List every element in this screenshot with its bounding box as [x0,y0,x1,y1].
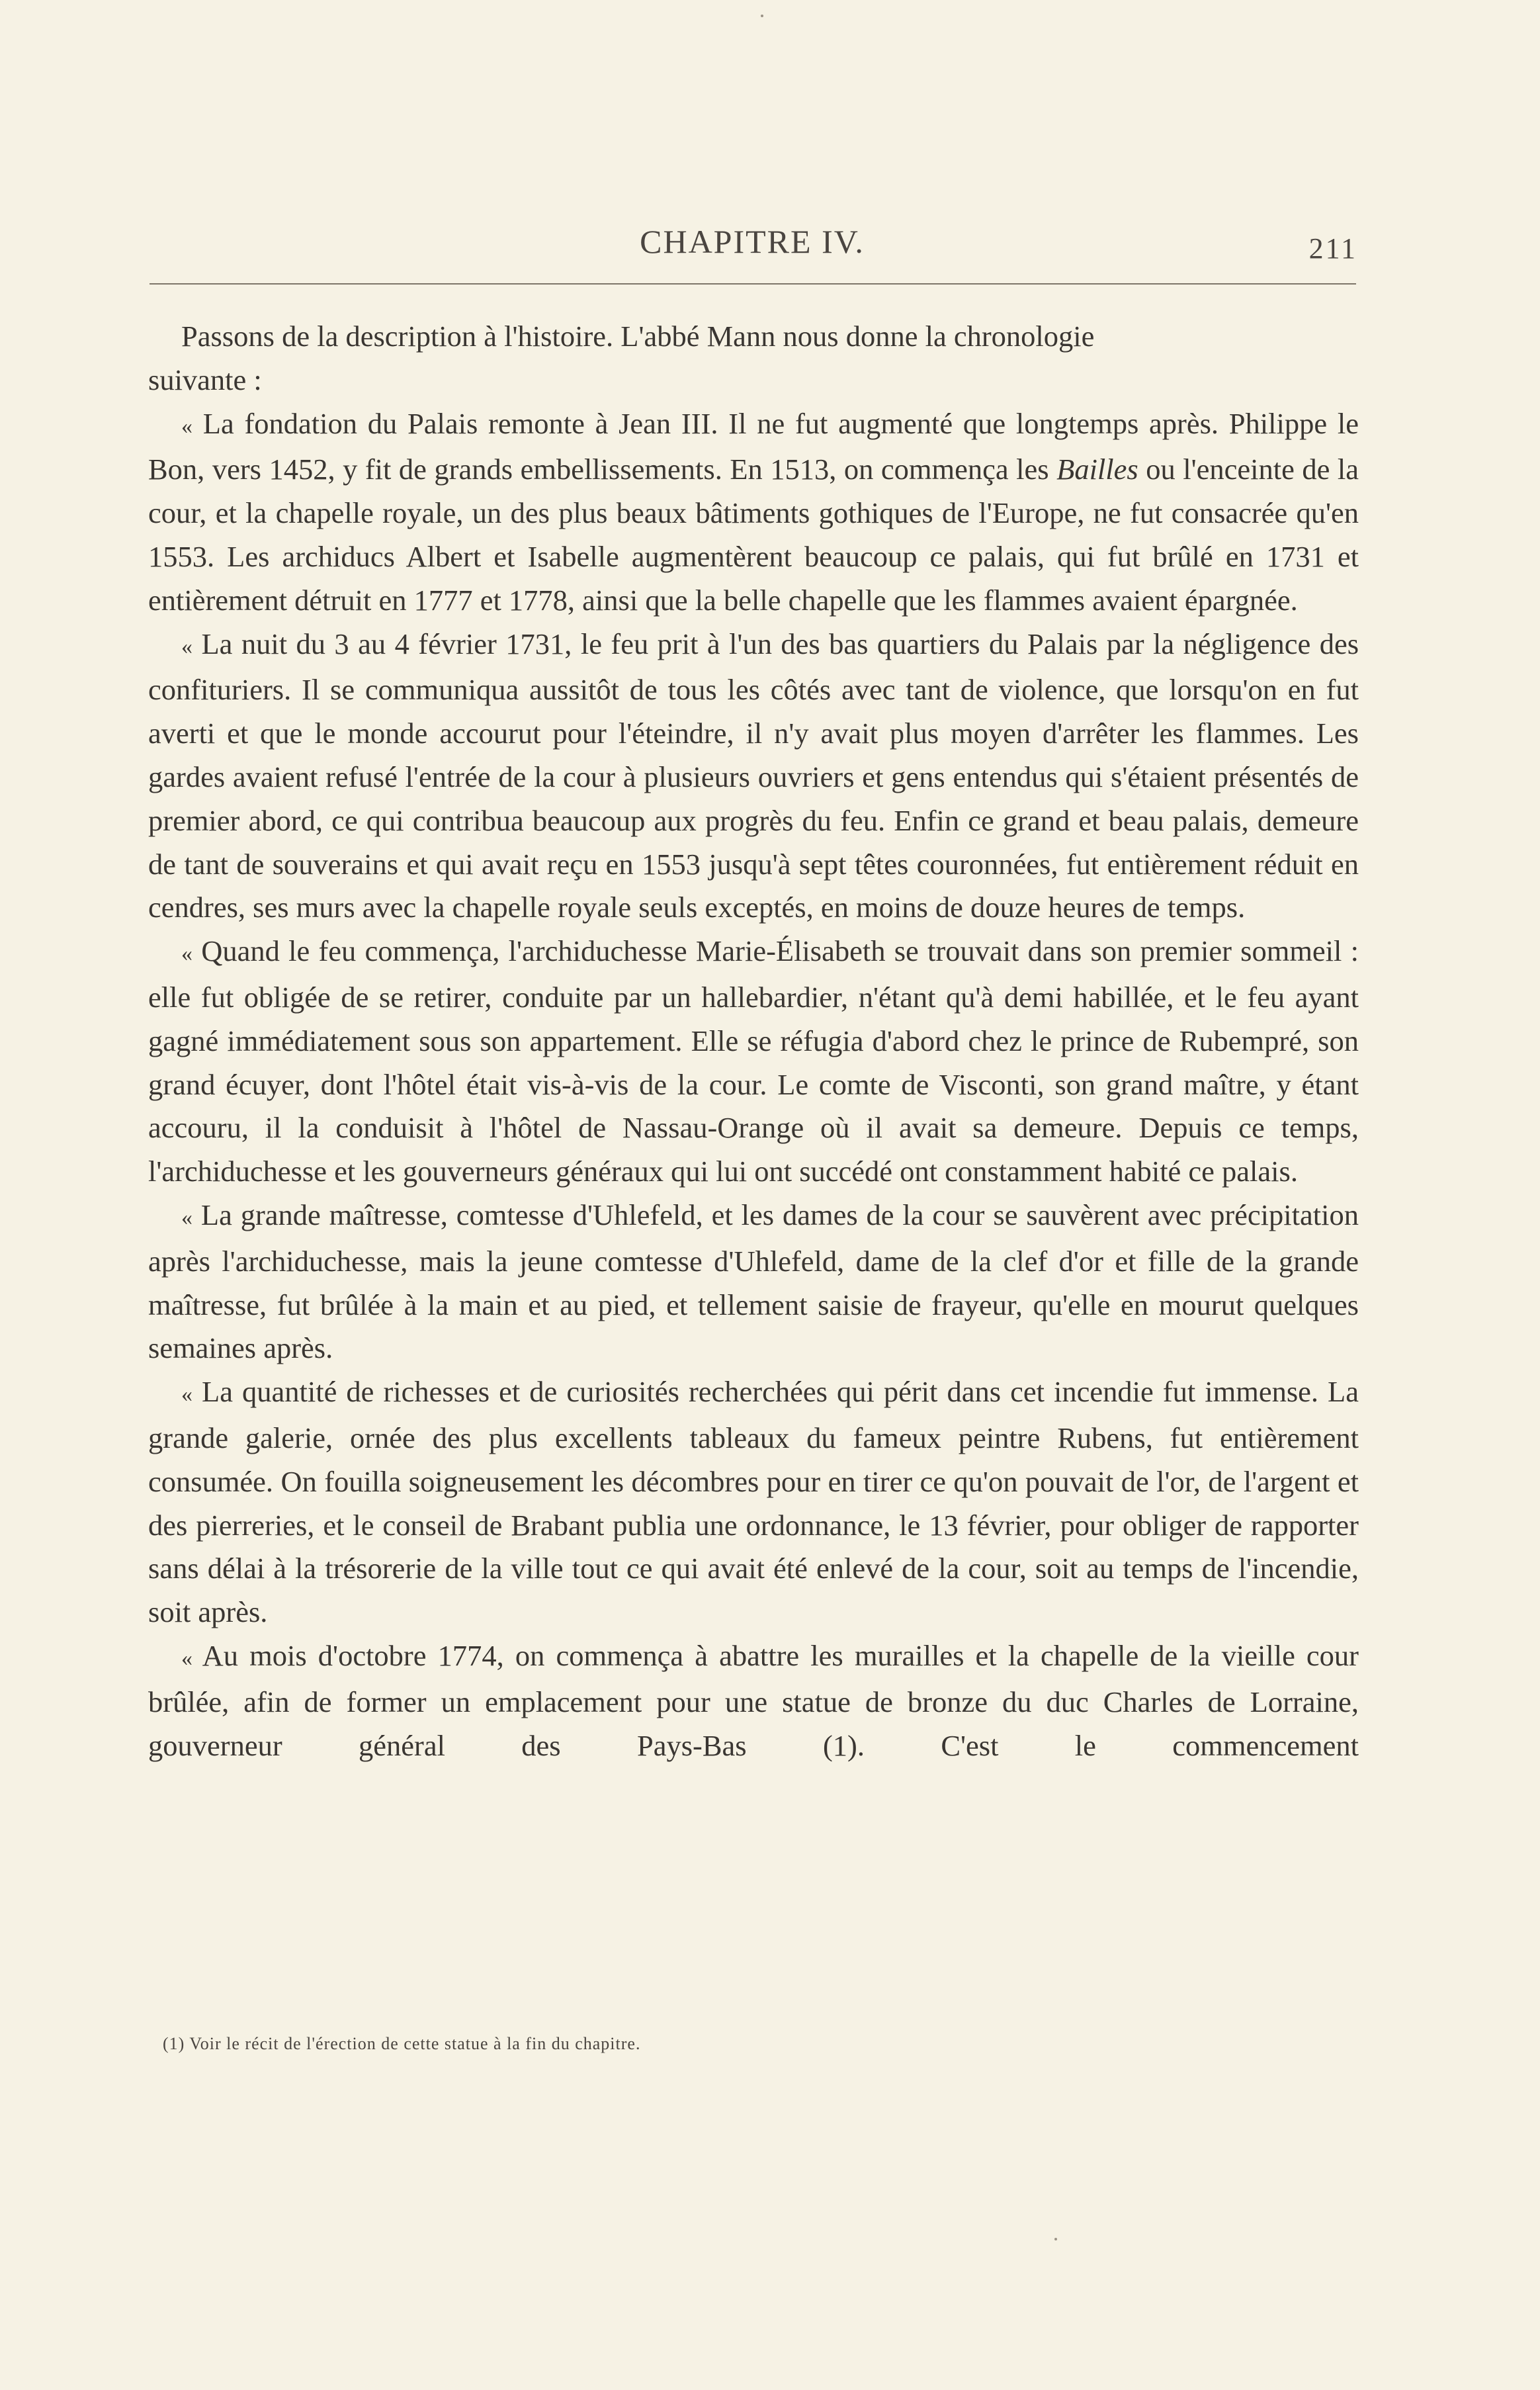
running-head [147,222,1357,275]
paragraph-line: suivante : [148,363,262,396]
paragraph-foundation [148,402,1359,623]
paper-speck [1054,2238,1057,2240]
paper-speck [761,15,763,17]
quote-mark: « [181,1205,192,1230]
quote-mark: « [181,634,192,659]
quote-mark: « [181,1646,192,1671]
paragraph-text: La nuit du 3 au 4 février 1731, le feu prit à l'un des bas quartiers du Palais par la négligence des confituriers. Il se communiqua aussitôt de tous les côtés avec tant de violence, que lorsqu'on en fut averti et que le monde accourut pour l'éteindre, il n'y avait plus moyen d'arrêter les flammes. Les gardes avaient refusé l'entrée de la cour à plusieurs ouvriers et gens entendus qui s'étaient présentés de premier abord, ce qui contribua beaucoup aux progrès du feu. Enfin ce grand et beau palais, demeure de tant de souverains et qui avait reçu en 1553 jusqu'à sept têtes couronnées, fut entièrement réduit en cendres, ses murs avec la chapelle royale seuls exceptés, en moins de douze heures de temps. [148,627,1359,924]
chapter-title: CHAPITRE IV. [640,223,865,260]
quote-mark: « [181,414,192,439]
paragraph-text: La fondation du Palais remonte à Jean III. Il ne fut augmenté que longtemps après. Philippe le Bon, vers 1452, y fit de grands embellissements. En 1513, on commença les [148,406,1359,486]
paragraph-text: ou l'enceinte de la cour, et la chapelle royale, un des plus beaux bâtiments gothiques de l'Europe, ne fut consacrée qu'en 1553. Les archiducs Albert et Isabelle augmentèrent beaucoup ce palais, qui fut brûlé en 1731 et entièrement détruit en 1777 et 1778, ainsi que la belle chapelle que les flammes avaient épargnée. [148,453,1359,617]
paragraph-text: Au mois d'octobre 1774, on commença à abattre les murailles et la chapelle de la vieille cour brûlée, afin de former un emplacement pour une statue de bronze du duc Charles de Lorraine, gouverneur général des Pays-Bas (1). C'est le commencement [148,1638,1359,1762]
footnote: (1) Voir le récit de l'érection de cette statue à la fin du chapitre. [163,2034,641,2053]
page-number: 211 [1308,232,1357,265]
header-rule [150,283,1356,285]
paragraph-intro [148,315,1359,402]
paragraph-text: La grande maîtresse, comtesse d'Uhlefeld, et les dames de la cour se sauvèrent avec précipitation après l'archiduchesse, mais la jeune comtesse d'Uhlefeld, dame de la clef d'or et fille de la grande maîtresse, fut brûlée à la main et au pied, et tellement saisie de frayeur, qu'elle en mourut quelques semaines après. [148,1198,1359,1365]
paragraph-riches [148,1370,1359,1634]
paragraph-demolition [148,1634,1359,1767]
paragraph-fire-1731 [148,623,1359,930]
quote-mark: « [181,1382,192,1407]
emphasis-text: Bailles [1056,453,1138,486]
paragraph-text: La quantité de richesses et de curiosités recherchées qui périt dans cet incendie fut immense. La grande galerie, ornée des plus excellents tableaux du fameux peintre Rubens, fut entièrement consumée. On fouilla soigneusement les décombres pour en tirer ce qu'on pouvait de l'or, de l'argent et des pierreries, et le conseil de Brabant publia une ordonnance, le 13 février, pour obliger de rapporter sans délai à la trésorerie de la ville tout ce qui avait été enlevé de la cour, soit au temps de l'incendie, soit après. [148,1375,1359,1629]
quote-mark: « [181,942,192,967]
paragraph-uhlefeld [148,1194,1359,1370]
paragraph-line: Passons de la description à l'histoire. L'abbé Mann nous donne la chronologie [181,320,1095,353]
paragraph-archduchess [148,930,1359,1194]
body-text [148,315,1359,1767]
paragraph-text: Quand le feu commença, l'archiduchesse Marie-Élisabeth se trouvait dans son premier sommeil : elle fut obligée de se retirer, conduite par un hallebardier, n'étant qu'à demi habillée, et le feu ayant gagné immédiatement sous son appartement. Elle se réfugia d'abord chez le prince de Rubempré, son grand écuyer, dont l'hôtel était vis-à-vis de la cour. Le comte de Visconti, son grand maître, y étant accouru, il la conduisit à l'hôtel de Nassau-Orange où il avait sa demeure. Depuis ce temps, l'archiduchesse et les gouverneurs généraux qui lui ont succédé ont constamment habité ce palais. [148,934,1359,1188]
